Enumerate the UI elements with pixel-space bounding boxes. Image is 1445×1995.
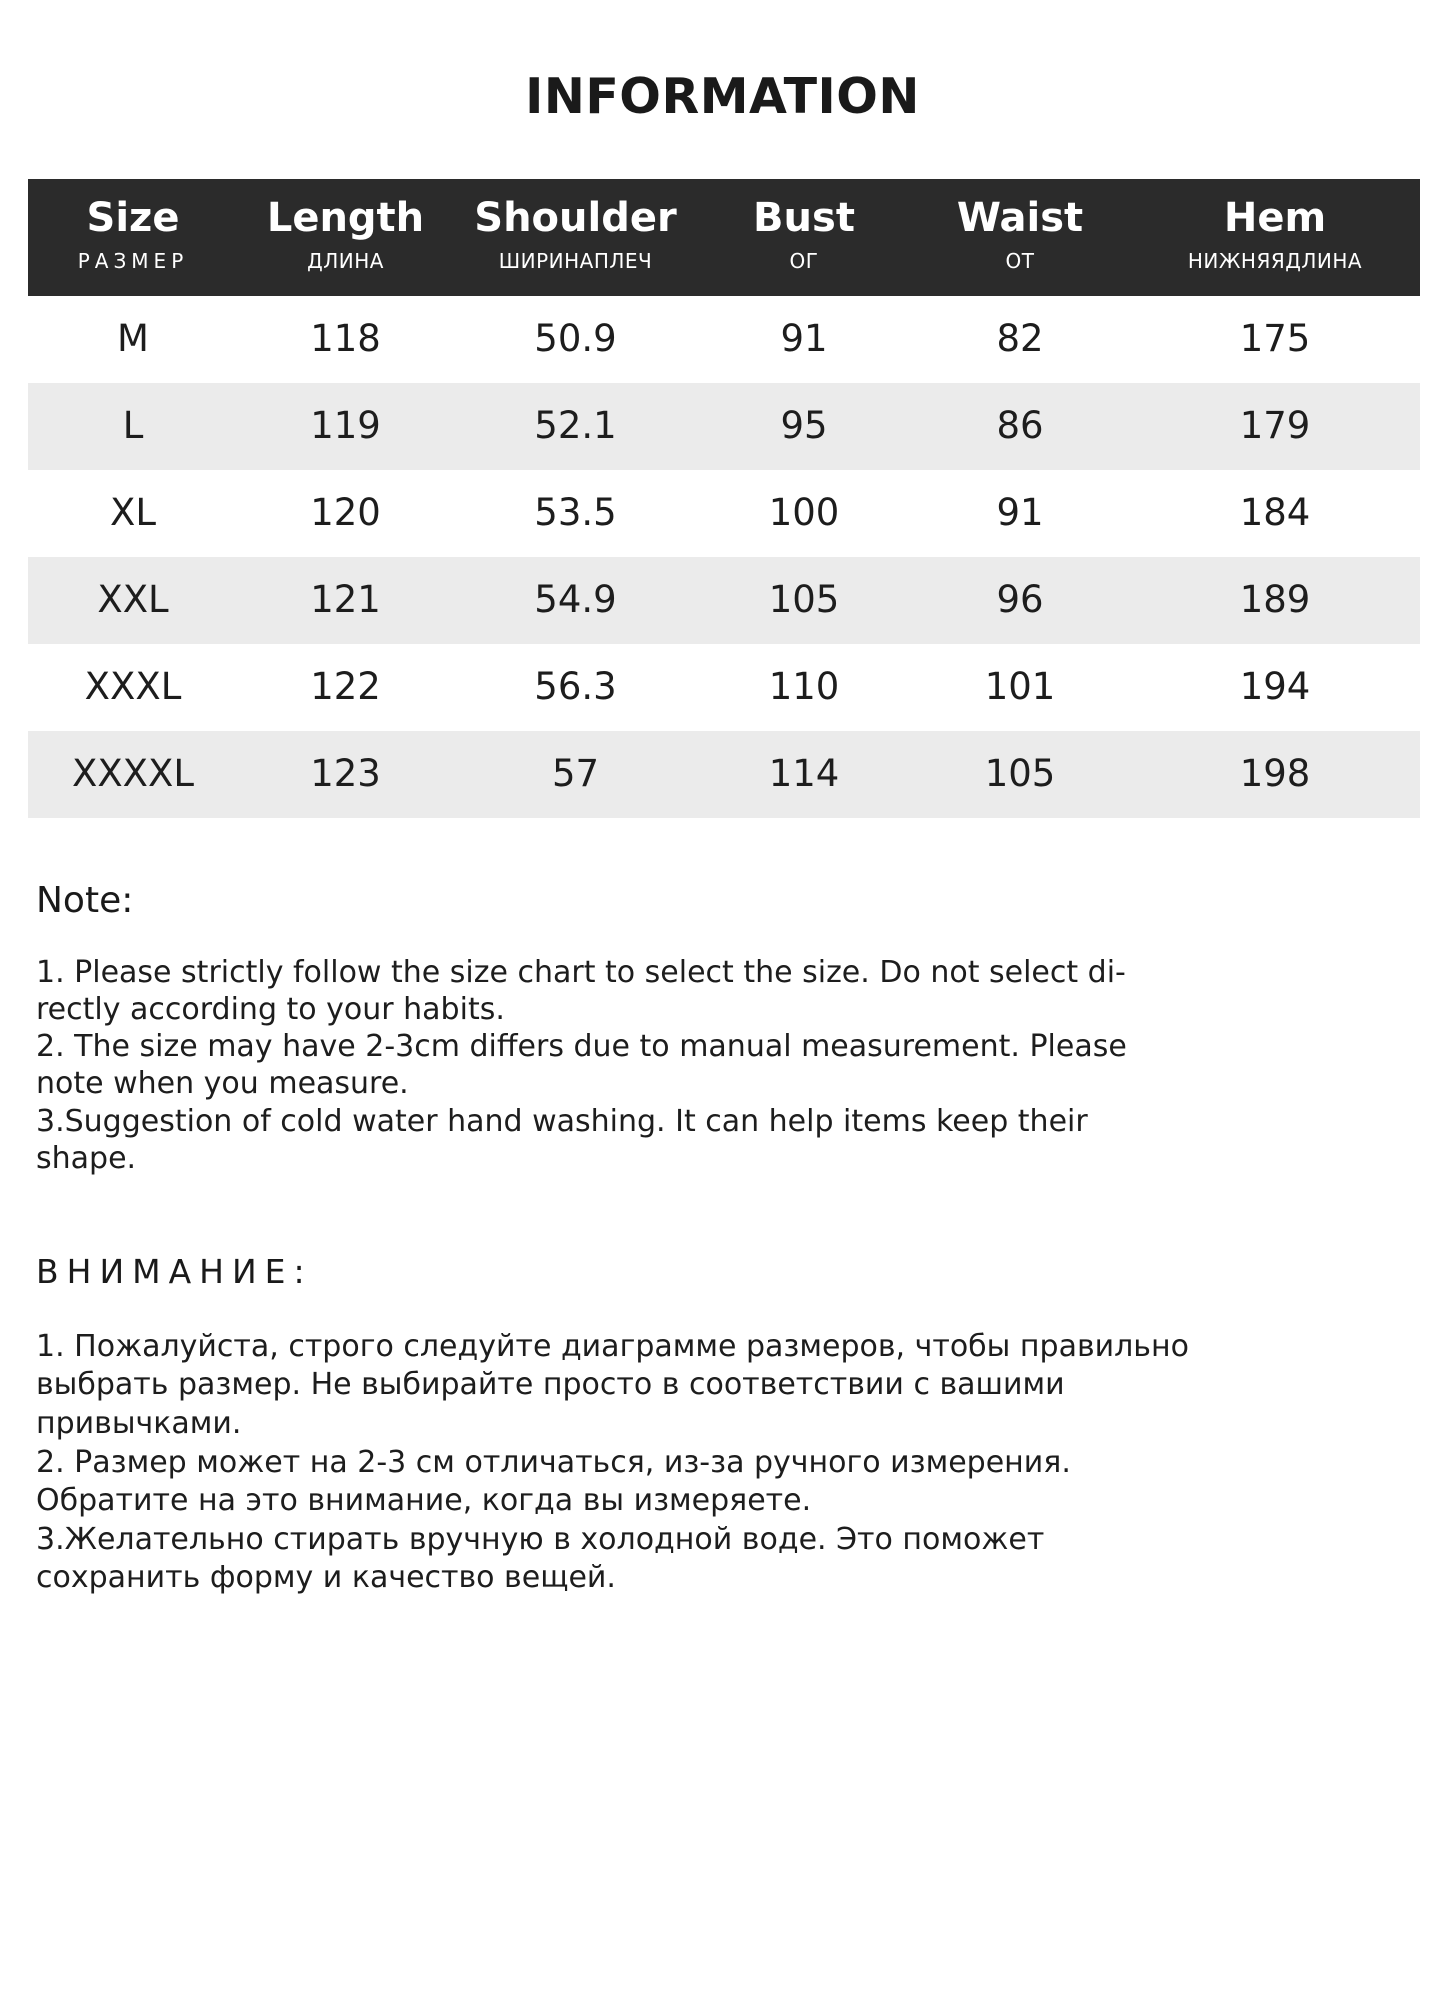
column-header-size-en: Size: [86, 195, 180, 241]
column-header-hem-en: Hem: [1223, 195, 1327, 241]
table-row: [28, 383, 1420, 470]
column-header-waist-en: Waist: [956, 195, 1084, 241]
column-header-length: [238, 179, 453, 296]
cell-hem: 189: [1239, 578, 1311, 622]
column-header-length-ru: ДЛИНА: [307, 249, 384, 274]
table-row: [28, 731, 1420, 818]
column-header-shoulder-en: Shoulder: [474, 195, 677, 241]
note-text-english: [36, 955, 1417, 1176]
attention-line-6: 3.Желательно стирать вручную в холодной воде. Это поможет: [36, 1521, 1045, 1557]
note-line-2: rectly according to your habits.: [36, 992, 505, 1028]
cell-length: 119: [310, 404, 381, 448]
cell-length: 122: [310, 665, 381, 709]
cell-hem: 179: [1239, 404, 1311, 448]
cell-bust: 110: [768, 665, 840, 709]
note-heading: Note:: [36, 880, 134, 922]
note-line-5: 3.Suggestion of cold water hand washing. It can help items keep their: [36, 1103, 1088, 1139]
cell-hem: 184: [1239, 491, 1311, 535]
cell-waist: 86: [996, 404, 1044, 448]
cell-waist: 101: [984, 665, 1056, 709]
attention-line-7: сохранить форму и качество вещей.: [36, 1560, 616, 1596]
note-line-1: 1. Please strictly follow the size chart to select the size. Do not select di-: [36, 955, 1126, 991]
column-header-bust-en: Bust: [753, 195, 855, 241]
cell-size: XXXXL: [71, 752, 194, 796]
column-header-shoulder-ru: ШИРИНАПЛЕЧ: [498, 249, 653, 274]
attention-line-4: 2. Размер может на 2-3 см отличаться, из-за ручного измерения.: [36, 1444, 1071, 1480]
size-chart-table: [28, 179, 1420, 818]
column-header-hem: [1130, 179, 1420, 296]
cell-bust: 100: [768, 491, 840, 535]
attention-line-5: Обратите на это внимание, когда вы измеряете.: [36, 1483, 812, 1519]
cell-size: XL: [110, 491, 156, 535]
cell-bust: 95: [780, 404, 828, 448]
attention-heading: ВНИМАНИЕ:: [36, 1251, 313, 1291]
cell-length: 121: [310, 578, 381, 622]
cell-length: 120: [310, 491, 381, 535]
note-line-3: 2. The size may have 2-3cm differs due to manual measurement. Please: [36, 1029, 1127, 1065]
cell-length: 118: [310, 317, 381, 361]
cell-bust: 114: [768, 752, 840, 796]
cell-bust: 105: [768, 578, 840, 622]
cell-waist: 105: [984, 752, 1056, 796]
cell-size: L: [122, 404, 144, 448]
note-text-russian: [36, 1329, 1417, 1597]
size-information-page: [0, 68, 1445, 1995]
cell-waist: 82: [996, 317, 1044, 361]
attention-line-2: выбрать размер. Не выбирайте просто в соответствии с вашими: [36, 1367, 1065, 1403]
table-row: [28, 296, 1420, 383]
column-header-waist: [910, 179, 1130, 296]
column-header-length-en: Length: [266, 195, 425, 241]
cell-shoulder: 50.9: [534, 317, 617, 361]
table-row: [28, 557, 1420, 644]
column-header-bust: [698, 179, 910, 296]
column-header-size: [28, 179, 238, 296]
table-row: [28, 644, 1420, 731]
column-header-hem-ru: НИЖНЯЯДЛИНА: [1187, 249, 1363, 274]
table-row: [28, 470, 1420, 557]
page-title: INFORMATION: [525, 68, 920, 125]
note-line-4: note when you measure.: [36, 1066, 409, 1102]
cell-hem: 175: [1239, 317, 1311, 361]
table-body: [28, 296, 1420, 818]
cell-bust: 91: [780, 317, 828, 361]
cell-shoulder: 52.1: [534, 404, 617, 448]
column-header-waist-ru: ОТ: [1005, 249, 1035, 274]
cell-waist: 91: [996, 491, 1044, 535]
cell-hem: 194: [1239, 665, 1311, 709]
cell-size: M: [117, 317, 149, 361]
column-header-shoulder: [453, 179, 698, 296]
attention-line-3: привычками.: [36, 1405, 242, 1441]
cell-size: XXXL: [84, 665, 182, 709]
cell-hem: 198: [1239, 752, 1311, 796]
column-header-size-ru: РАЗМЕР: [77, 249, 189, 274]
cell-shoulder: 56.3: [534, 665, 617, 709]
cell-size: XXL: [97, 578, 169, 622]
table-header: [28, 179, 1420, 296]
table-header-row: [28, 179, 1420, 296]
cell-shoulder: 54.9: [534, 578, 617, 622]
note-line-6: shape.: [36, 1140, 137, 1176]
attention-line-1: 1. Пожалуйста, строго следуйте диаграмме размеров, чтобы правильно: [36, 1328, 1189, 1364]
cell-length: 123: [310, 752, 381, 796]
cell-shoulder: 57: [551, 752, 600, 796]
cell-waist: 96: [996, 578, 1044, 622]
cell-shoulder: 53.5: [534, 491, 617, 535]
column-header-bust-ru: ОГ: [789, 249, 819, 274]
